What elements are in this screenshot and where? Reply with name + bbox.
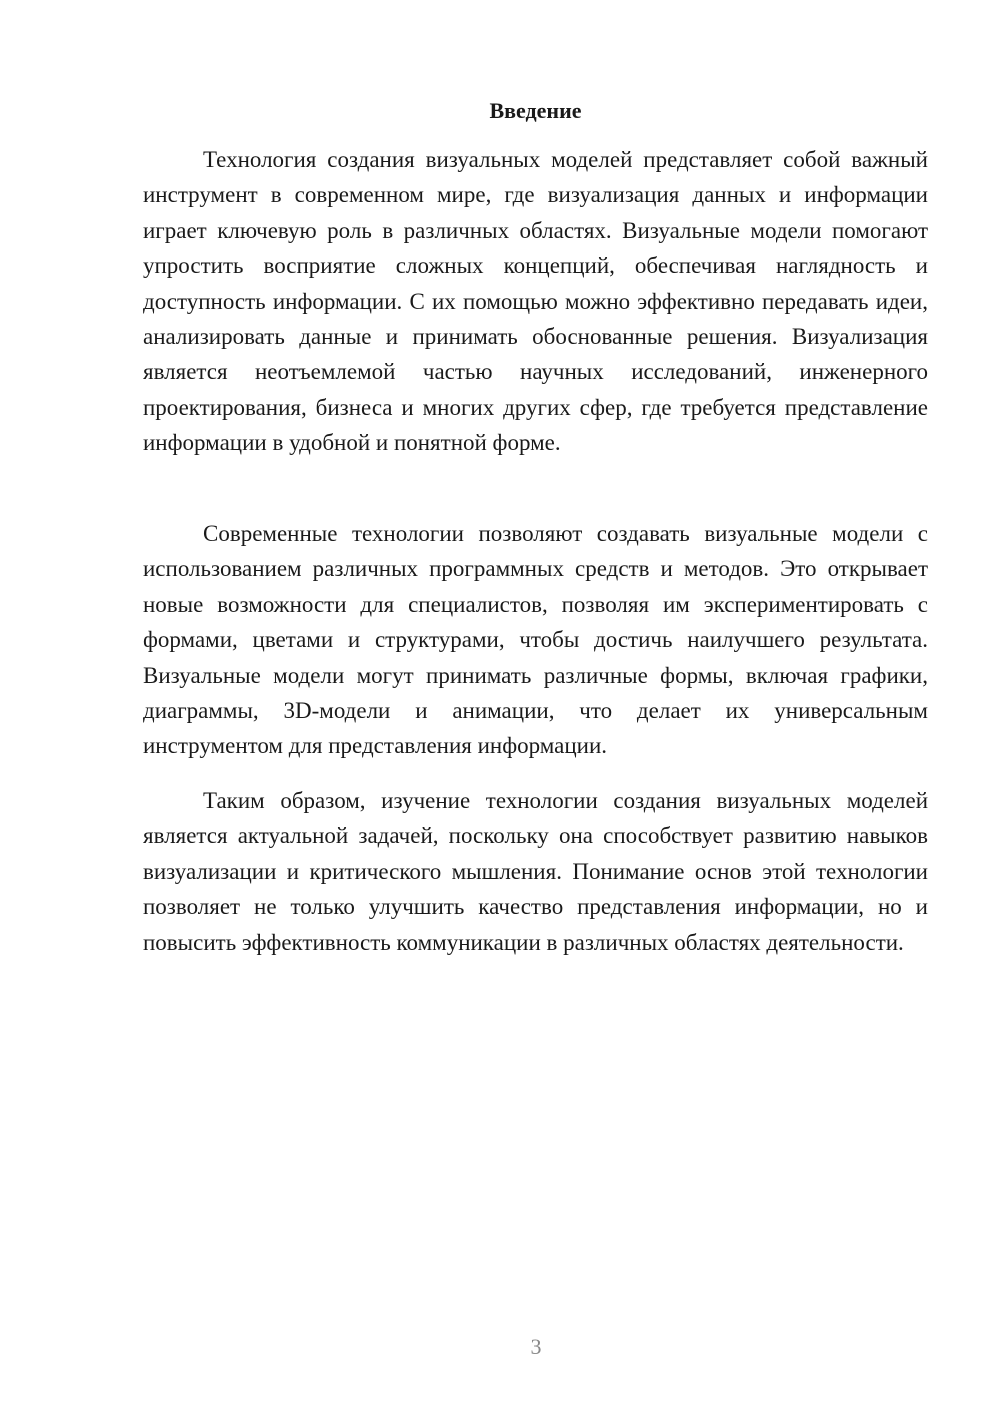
section-heading: Введение [489,98,582,123]
paragraph-1: Технология создания визуальных моделей представляет собой важный инструмент в современном мире, где визуализация данных и информации играет ключевую роль в различных областях. Визуальные модели помогают упростить восприятие сложных концепций, обеспечивая наглядность и доступность информации. С их помощью можно эффективно передавать идеи, анализировать данные и принимать обоснованные решения. Визуализация является неотъемлемой частью научных исследований, инженерного проектирования, бизнеса и многих других сфер, где требуется представление информации в удобной и понятной форме. [143,147,928,456]
paragraph-3: Таким образом, изучение технологии создания визуальных моделей является актуальной задачей, поскольку она способствует развитию навыков визуализации и критического мышления. Понимание основ этой технологии позволяет не только улучшить качество представления информации, но и повысить эффективность коммуникации в различных областях деятельности. [143,788,928,955]
paragraph-2: Современные технологии позволяют создавать визуальные модели с использованием различных программных средств и методов. Это открывает новые возможности для специалистов, позволяя им экспериментировать с формами, цветами и структурами, чтобы достичь наилучшего результата. Визуальные модели могут принимать различные формы, включая графики, диаграммы, 3D-модели и анимации, что делает их универсальным инструментом для представления информации. [143,521,928,759]
page-number: 3 [530,1334,542,1359]
